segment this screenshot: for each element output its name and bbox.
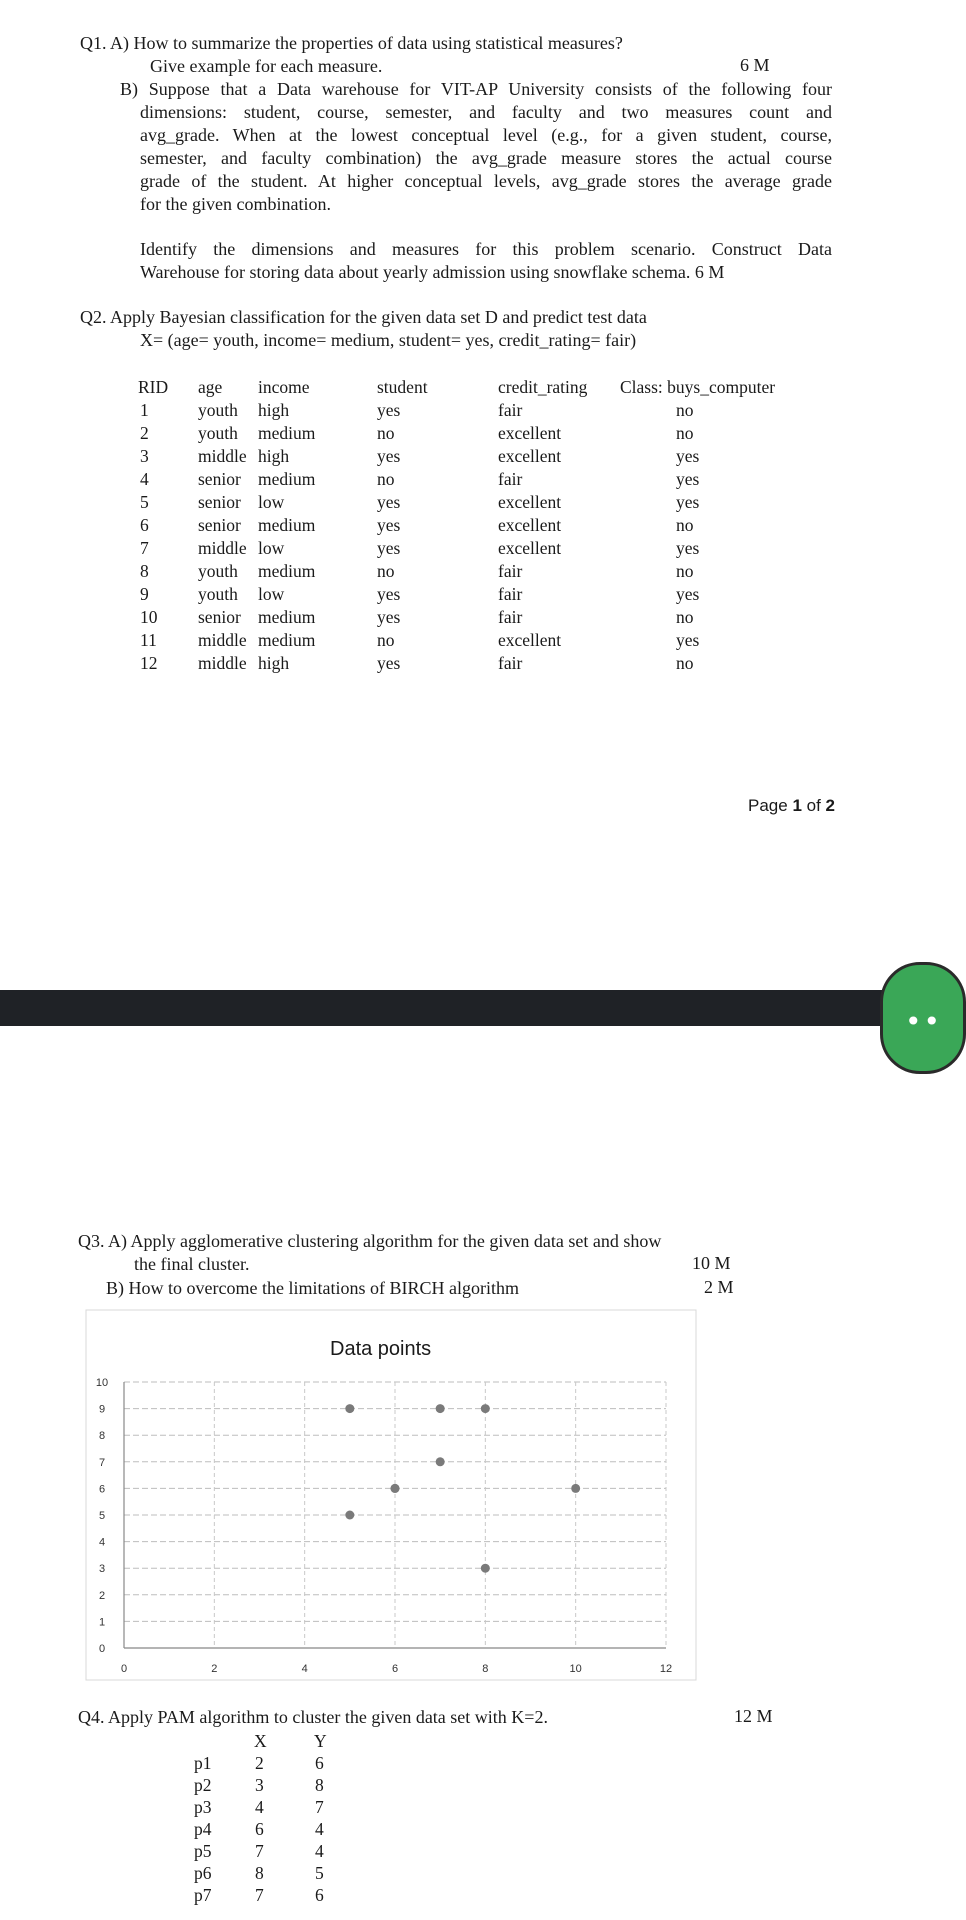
- q4-x-value: 3: [255, 1775, 264, 1795]
- q2-table-cell: high: [258, 400, 290, 420]
- q2-table-cell: yes: [377, 492, 401, 512]
- x-tick-label: 2: [211, 1663, 218, 1675]
- q2-table-cell: fair: [498, 400, 523, 420]
- q4-header-y: Y: [314, 1731, 327, 1751]
- q4-line1: Q4. Apply PAM algorithm to cluster the given data set with K=2.: [78, 1707, 548, 1727]
- data-point: [436, 1404, 445, 1413]
- q2-table-cell: 8: [140, 561, 149, 581]
- q4-y-value: 6: [315, 1753, 324, 1773]
- q4-point-label: p2: [194, 1775, 212, 1795]
- q2-line2: X= (age= youth, income= medium, student= yes, credit_rating= fair): [140, 330, 637, 350]
- q2-table-cell: yes: [377, 607, 401, 627]
- q3-marks-a: 10 M: [692, 1253, 731, 1273]
- q2-table-cell: 11: [140, 630, 157, 650]
- q2-table-cell: senior: [198, 492, 241, 512]
- data-point: [481, 1564, 490, 1573]
- q2-table-cell: middle: [198, 630, 247, 650]
- q2-table-cell: senior: [198, 469, 241, 489]
- q2-table-cell: excellent: [498, 492, 562, 512]
- q2-table-cell: no: [676, 515, 694, 535]
- more-dots-icon: ••: [905, 1005, 943, 1038]
- y-tick-label: 10: [95, 1377, 109, 1389]
- q2-table-cell: high: [258, 446, 290, 466]
- y-tick-label: 4: [98, 1536, 106, 1549]
- x-tick-label: 10: [569, 1663, 582, 1675]
- q2-table-cell: middle: [198, 446, 247, 466]
- q4-x-value: 2: [255, 1753, 264, 1773]
- x-tick-label: 0: [120, 1663, 128, 1675]
- q2-table-cell: excellent: [498, 423, 562, 443]
- page-label-prefix: Page: [748, 796, 793, 815]
- q1-a-marks: 6 M: [740, 55, 770, 75]
- q2-table-cell: fair: [498, 607, 523, 627]
- scatter-chart: [86, 1310, 696, 1680]
- q2-table-cell: medium: [258, 515, 316, 535]
- q2-table-cell: 10: [140, 607, 158, 627]
- q4-y-value: 5: [315, 1863, 324, 1883]
- q2-table-cell: yes: [676, 630, 700, 650]
- q2-table-cell: medium: [258, 423, 316, 443]
- q4-point-label: p4: [194, 1819, 212, 1839]
- q2-header-cell: Class: buys_computer: [620, 377, 776, 397]
- q2-table-cell: no: [676, 561, 694, 581]
- q2-table-cell: youth: [198, 423, 238, 443]
- q2-header-cell: age: [198, 377, 223, 397]
- y-tick-label: 3: [98, 1563, 106, 1576]
- q4-x-value: 7: [255, 1841, 264, 1861]
- q3-line2: the final cluster.: [134, 1254, 250, 1274]
- q1-b-line-1: B) Suppose that a Data warehouse for VIT-AP University consists of the following four: [120, 79, 832, 99]
- q2-table-cell: yes: [377, 400, 401, 420]
- q3-marks-b: 2 M: [704, 1277, 734, 1297]
- q1-b2-line-2: Warehouse for storing data about yearly admission using snowflake schema. 6 M: [140, 262, 725, 282]
- q2-table-cell: no: [377, 469, 395, 489]
- q2-table-cell: yes: [676, 446, 700, 466]
- q2-table-cell: 5: [140, 492, 149, 512]
- x-tick-label: 4: [301, 1663, 308, 1675]
- x-tick-label: 12: [659, 1663, 673, 1675]
- q2-header-cell: income: [258, 377, 310, 397]
- q2-table-cell: 9: [140, 584, 149, 604]
- page-total: 2: [825, 796, 835, 815]
- y-tick-label: 5: [98, 1510, 106, 1522]
- q2-table-cell: yes: [676, 469, 700, 489]
- q2-table-cell: excellent: [498, 446, 562, 466]
- q3-line1: Q3. A) Apply agglomerative clustering algorithm for the given data set and show: [78, 1231, 662, 1251]
- chart-frame: [86, 1310, 696, 1680]
- q2-table-cell: senior: [198, 607, 241, 627]
- q2-table-cell: 2: [140, 423, 149, 443]
- q2-table-cell: yes: [676, 584, 700, 604]
- q2-table-cell: middle: [198, 538, 247, 558]
- page-current: 1: [792, 796, 802, 815]
- q4-point-label: p6: [194, 1863, 212, 1883]
- q2-table-cell: fair: [498, 584, 523, 604]
- q2-header-cell: RID: [138, 377, 169, 397]
- q2-table-cell: no: [676, 653, 694, 673]
- y-tick-label: 0: [98, 1643, 106, 1655]
- q2-table-cell: low: [258, 492, 285, 512]
- q2-header-cell: credit_rating: [498, 377, 588, 397]
- q4-marks: 12 M: [734, 1706, 773, 1726]
- q4-y-value: 7: [315, 1797, 324, 1817]
- page-label-middle: of: [801, 796, 826, 815]
- q2-table-cell: low: [258, 538, 285, 558]
- q2-table-cell: no: [377, 561, 395, 581]
- data-point: [391, 1484, 400, 1493]
- y-tick-label: 8: [98, 1430, 106, 1443]
- q4-point-label: p7: [194, 1885, 212, 1905]
- q2-table-cell: youth: [198, 400, 238, 420]
- q4-y-value: 4: [315, 1819, 324, 1839]
- chart-title: Data points: [330, 1338, 432, 1360]
- data-point: [345, 1404, 354, 1413]
- page-label: [748, 796, 835, 816]
- q4-point-label: p5: [194, 1841, 212, 1861]
- y-tick-label: 2: [98, 1589, 106, 1602]
- q2-line1: Q2. Apply Bayesian classification for the given data set D and predict test data: [80, 307, 647, 327]
- q2-table-cell: high: [258, 653, 290, 673]
- q2-table-cell: 12: [140, 653, 158, 673]
- q2-table-cell: yes: [377, 653, 401, 673]
- q1-a-line1: Q1. A) How to summarize the properties of data using statistical measures?: [80, 33, 623, 53]
- q2-table-cell: low: [258, 584, 285, 604]
- q2-table-cell: medium: [258, 607, 316, 627]
- q2-table-cell: yes: [377, 515, 401, 535]
- q2-table-cell: fair: [498, 469, 523, 489]
- q2-table-cell: fair: [498, 653, 523, 673]
- q1-b-line-2: dimensions: student, course, semester, and faculty and two measures count and: [140, 102, 832, 122]
- q1-b2-line-1: Identify the dimensions and measures for this problem scenario. Construct Data: [140, 239, 832, 259]
- q4-x-value: 8: [255, 1863, 264, 1883]
- q2-table-cell: youth: [198, 584, 238, 604]
- floating-menu-button[interactable]: [880, 962, 966, 1074]
- q2-table-cell: 4: [140, 469, 149, 489]
- q2-table-cell: yes: [377, 584, 401, 604]
- q1-b-line-4: semester, and faculty combination) the avg_grade measure stores the actual course: [140, 148, 832, 168]
- q2-table-cell: yes: [676, 492, 700, 512]
- q2-table-cell: 7: [140, 538, 149, 558]
- x-tick-label: 6: [391, 1663, 399, 1675]
- x-tick-label: 8: [482, 1663, 489, 1675]
- q2-table-cell: 1: [140, 400, 149, 420]
- data-point: [481, 1404, 490, 1413]
- y-tick-label: 6: [98, 1483, 106, 1496]
- q2-table-cell: no: [676, 423, 694, 443]
- q2-table-cell: 3: [140, 446, 149, 466]
- q2-table-cell: no: [377, 423, 395, 443]
- q2-table-cell: medium: [258, 561, 316, 581]
- q2-table-cell: senior: [198, 515, 241, 535]
- y-tick-label: 9: [98, 1403, 106, 1416]
- q4-y-value: 8: [315, 1775, 324, 1795]
- q2-table-cell: fair: [498, 561, 523, 581]
- data-point: [571, 1484, 580, 1493]
- q3-line3: B) How to overcome the limitations of BIRCH algorithm: [106, 1278, 519, 1298]
- q4-y-value: 4: [315, 1841, 324, 1861]
- q2-table-cell: no: [676, 400, 694, 420]
- q1-b-line-6: for the given combination.: [140, 194, 331, 214]
- q2-table-cell: middle: [198, 653, 247, 673]
- q2-table-cell: youth: [198, 561, 238, 581]
- q2-table-cell: yes: [676, 538, 700, 558]
- y-tick-label: 1: [98, 1616, 106, 1629]
- data-point: [345, 1511, 354, 1520]
- q4-point-label: p1: [194, 1753, 212, 1773]
- q2-table-cell: excellent: [498, 630, 562, 650]
- page-separator: [0, 990, 937, 1026]
- q2-table-cell: yes: [377, 538, 401, 558]
- q2-table-cell: yes: [377, 446, 401, 466]
- q2-table-cell: no: [377, 630, 395, 650]
- y-tick-label: 7: [98, 1456, 106, 1469]
- q2-table-cell: medium: [258, 469, 316, 489]
- q2-table-cell: 6: [140, 515, 149, 535]
- q2-table-cell: excellent: [498, 515, 562, 535]
- q2-table-cell: medium: [258, 630, 316, 650]
- q4-header-x: X: [254, 1731, 267, 1751]
- q2-header-cell: student: [377, 377, 428, 397]
- q1-b-line-5: grade of the student. At higher conceptual levels, avg_grade stores the average grade: [140, 171, 832, 191]
- q1-a-line2: Give example for each measure.: [150, 56, 383, 76]
- q4-x-value: 6: [255, 1819, 264, 1839]
- q2-table-cell: no: [676, 607, 694, 627]
- q1-b-line-3: avg_grade. When at the lowest conceptual level (e.g., for a given student, course,: [140, 125, 832, 145]
- q4-x-value: 7: [255, 1885, 264, 1905]
- q4-x-value: 4: [255, 1797, 264, 1817]
- data-point: [436, 1457, 445, 1466]
- q4-y-value: 6: [315, 1885, 324, 1905]
- q4-point-label: p3: [194, 1797, 212, 1817]
- q2-table-cell: excellent: [498, 538, 562, 558]
